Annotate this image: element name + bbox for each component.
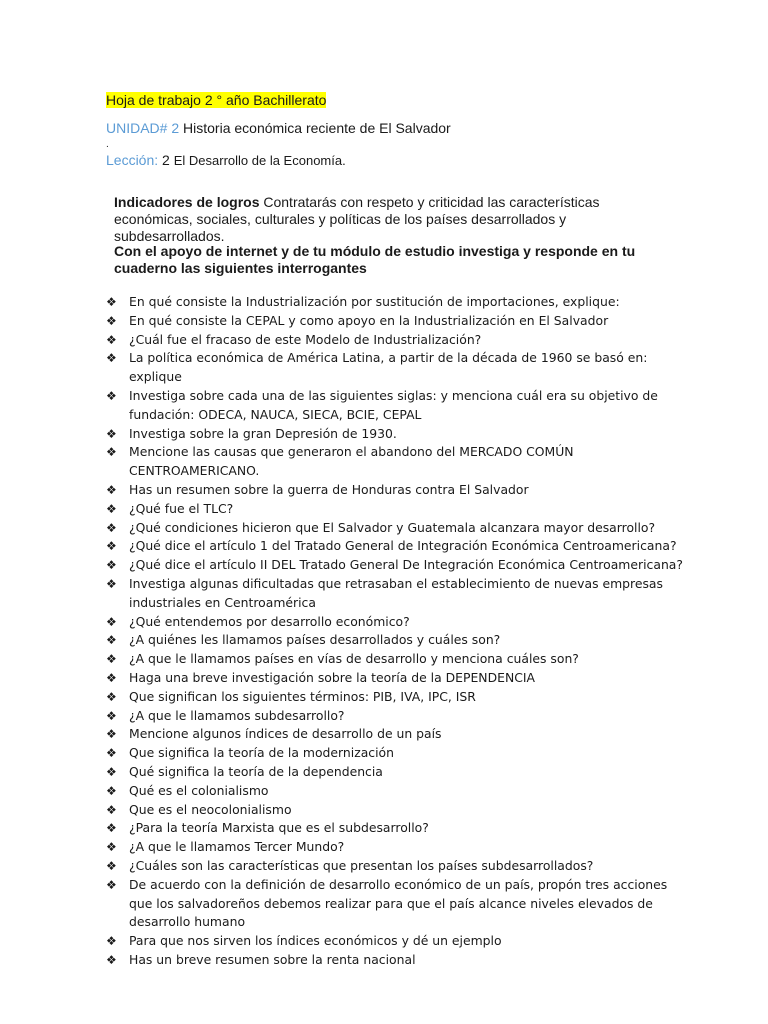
question-item bbox=[106, 425, 686, 444]
question-text: Mencione algunos índices de desarrollo de un país bbox=[129, 726, 442, 742]
question-text: En qué consiste la CEPAL y como apoyo en la Industrialización en El Salvador bbox=[129, 312, 609, 328]
question-text: ¿Qué entendemos por desarrollo económico? bbox=[129, 613, 410, 629]
question-text: ¿A que le llamamos países en vías de desarrollo y menciona cuáles son? bbox=[129, 651, 579, 667]
question-text: Qué significa la teoría de la dependencia bbox=[129, 763, 383, 779]
achievement-indicators bbox=[114, 194, 654, 245]
question-item bbox=[106, 537, 686, 556]
question-item bbox=[106, 519, 686, 538]
question-text: La política económica de América Latina, a partir de la década de 1960 se basó en: explique bbox=[129, 350, 648, 385]
question-text: ¿A que le llamamos subdesarrollo? bbox=[129, 707, 345, 723]
question-text: ¿Cuál fue el fracaso de este Modelo de Industrialización? bbox=[129, 331, 482, 347]
question-item bbox=[106, 500, 686, 519]
diamond-bullet-icon: ❖ bbox=[106, 313, 117, 328]
diamond-bullet-icon: ❖ bbox=[106, 708, 117, 723]
instruction-text: Con el apoyo de internet y de tu módulo de estudio investiga y responde en tu cuaderno las siguientes interrogantes bbox=[114, 243, 636, 276]
question-text: ¿A que le llamamos Tercer Mundo? bbox=[129, 839, 345, 855]
question-item bbox=[106, 763, 686, 782]
question-list bbox=[106, 293, 686, 970]
question-text: ¿Qué fue el TLC? bbox=[129, 500, 234, 516]
diamond-bullet-icon: ❖ bbox=[106, 614, 117, 629]
question-text: ¿Qué condiciones hicieron que El Salvador y Guatemala alcanzara mayor desarrollo? bbox=[129, 519, 656, 535]
question-text: Que es el neocolonialismo bbox=[129, 801, 292, 817]
question-item bbox=[106, 650, 686, 669]
question-text: Investiga sobre la gran Depresión de 1930. bbox=[129, 425, 397, 441]
question-item bbox=[106, 443, 686, 481]
diamond-bullet-icon: ❖ bbox=[106, 295, 117, 309]
diamond-bullet-icon: ❖ bbox=[106, 689, 117, 704]
question-item bbox=[106, 932, 686, 951]
diamond-bullet-icon: ❖ bbox=[106, 558, 117, 573]
diamond-bullet-icon: ❖ bbox=[106, 482, 117, 497]
question-item bbox=[106, 744, 686, 763]
diamond-bullet-icon: ❖ bbox=[106, 877, 117, 892]
lesson-text: El Desarrollo de la Economía. bbox=[173, 153, 346, 168]
question-item bbox=[106, 481, 686, 500]
question-item bbox=[106, 838, 686, 857]
lesson-number: 2 bbox=[162, 152, 170, 168]
question-item bbox=[106, 575, 686, 613]
question-item bbox=[106, 951, 686, 970]
question-text: ¿Para la teoría Marxista que es el subdesarrollo? bbox=[129, 820, 429, 836]
question-item bbox=[106, 387, 686, 425]
diamond-bullet-icon: ❖ bbox=[106, 332, 117, 347]
question-item bbox=[106, 876, 686, 932]
question-item bbox=[106, 782, 686, 801]
question-item bbox=[106, 857, 686, 876]
question-text: Que significan los siguientes términos: PIB, IVA, IPC, ISR bbox=[129, 688, 476, 704]
question-text: ¿A quiénes les llamamos países desarrollados y cuáles son? bbox=[129, 632, 501, 648]
question-item bbox=[106, 688, 686, 707]
question-item bbox=[106, 556, 686, 575]
question-text: ¿Qué dice el artículo II DEL Tratado General De Integración Económica Centroamericana? bbox=[129, 557, 683, 573]
diamond-bullet-icon: ❖ bbox=[106, 539, 117, 554]
question-text: Para que nos sirven los índices económicos y dé un ejemplo bbox=[129, 933, 502, 949]
diamond-bullet-icon: ❖ bbox=[106, 652, 117, 667]
diamond-bullet-icon: ❖ bbox=[106, 746, 117, 761]
question-item bbox=[106, 801, 686, 820]
question-text: Que significa la teoría de la modernización bbox=[129, 745, 394, 761]
unit-text: Historia económica reciente de El Salvador bbox=[183, 120, 451, 136]
diamond-bullet-icon: ❖ bbox=[106, 520, 117, 535]
question-text: ¿Qué dice el artículo 1 del Tratado General de Integración Económica Centroamericana? bbox=[129, 538, 677, 554]
question-item bbox=[106, 669, 686, 688]
diamond-bullet-icon: ❖ bbox=[106, 764, 117, 779]
question-item bbox=[106, 312, 686, 331]
stray-dot: . bbox=[106, 139, 109, 150]
lesson-label: Lección: bbox=[106, 152, 159, 168]
diamond-bullet-icon: ❖ bbox=[106, 576, 117, 591]
question-text: Qué es el colonialismo bbox=[129, 782, 269, 798]
diamond-bullet-icon: ❖ bbox=[106, 783, 117, 798]
question-item bbox=[106, 293, 686, 312]
diamond-bullet-icon: ❖ bbox=[106, 445, 117, 460]
question-text: De acuerdo con la definición de desarrollo económico de un país, propón tres acciones que los salvadoreños debemos realizar para que el país alcance niveles elevados de desarrollo humano bbox=[129, 876, 668, 930]
title-highlight: Hoja de trabajo 2 ° año Bachillerato bbox=[106, 92, 327, 108]
question-item bbox=[106, 331, 686, 350]
question-item bbox=[106, 349, 686, 387]
diamond-bullet-icon: ❖ bbox=[106, 934, 117, 949]
lesson-heading bbox=[106, 151, 346, 170]
diamond-bullet-icon: ❖ bbox=[106, 840, 117, 855]
question-text: Investiga algunas dificultadas que retrasaban el establecimiento de nuevas empresas industriales en Centroamérica bbox=[129, 575, 663, 610]
question-item bbox=[106, 631, 686, 650]
question-text: Investiga sobre cada una de las siguientes siglas: y menciona cuál era su objetivo de fundación: ODECA, NAUCA, SIECA, BCIE, CEPAL bbox=[129, 387, 658, 422]
unit-heading bbox=[106, 119, 451, 137]
question-item bbox=[106, 725, 686, 744]
diamond-bullet-icon: ❖ bbox=[106, 351, 117, 366]
diamond-bullet-icon: ❖ bbox=[106, 388, 117, 403]
diamond-bullet-icon: ❖ bbox=[106, 858, 117, 873]
question-text: Haga una breve investigación sobre la teoría de la DEPENDENCIA bbox=[129, 669, 535, 685]
diamond-bullet-icon: ❖ bbox=[106, 670, 117, 685]
diamond-bullet-icon: ❖ bbox=[106, 821, 117, 836]
diamond-bullet-icon: ❖ bbox=[106, 633, 117, 648]
diamond-bullet-icon: ❖ bbox=[106, 426, 117, 441]
diamond-bullet-icon: ❖ bbox=[106, 501, 117, 516]
question-text: En qué consiste la Industrialización por sustitución de importaciones, explique: bbox=[129, 294, 620, 309]
diamond-bullet-icon: ❖ bbox=[106, 727, 117, 742]
question-item bbox=[106, 613, 686, 632]
indicators-text: Contratarás con respeto y criticidad las características económicas, sociales, culturales y políticas de los países desarrollados y subdesarrollados. bbox=[114, 194, 600, 244]
question-text: ¿Cuáles son las características que presentan los países subdesarrollados? bbox=[129, 857, 594, 873]
indicators-label: Indicadores de logros bbox=[114, 194, 260, 210]
worksheet-title bbox=[106, 91, 326, 109]
question-text: Mencione las causas que generaron el abandono del MERCADO COMÚN CENTROAMERICANO. bbox=[129, 444, 574, 479]
question-item bbox=[106, 707, 686, 726]
question-text: Has un resumen sobre la guerra de Honduras contra El Salvador bbox=[129, 481, 529, 497]
diamond-bullet-icon: ❖ bbox=[106, 952, 117, 967]
question-item bbox=[106, 819, 686, 838]
diamond-bullet-icon: ❖ bbox=[106, 802, 117, 817]
question-text: Has un breve resumen sobre la renta nacional bbox=[129, 951, 416, 967]
unit-label: UNIDAD# 2 bbox=[106, 120, 180, 136]
